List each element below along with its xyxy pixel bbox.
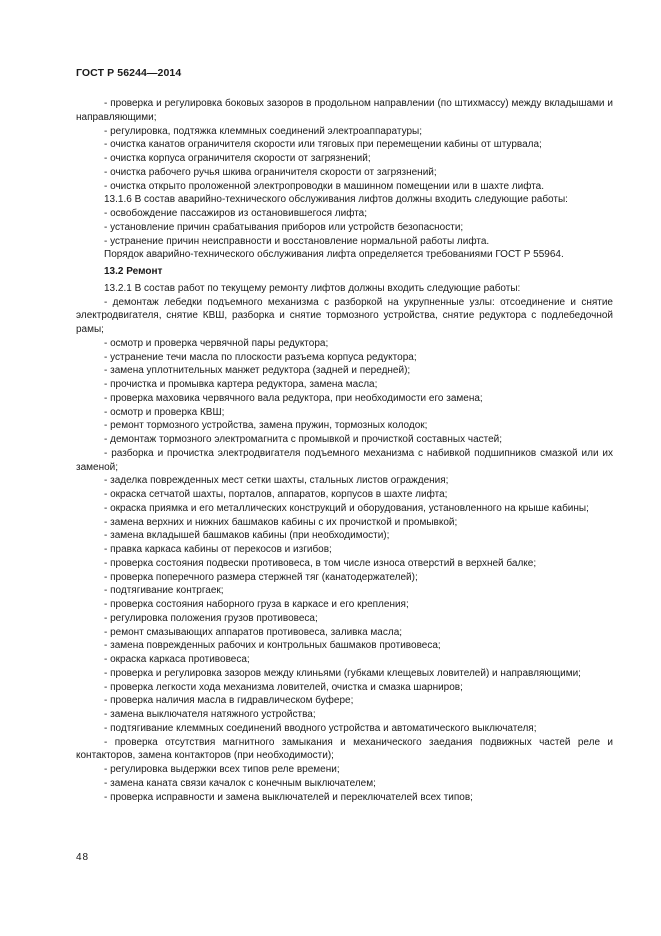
list-item: - проверка маховика червячного вала редуктора, при необходимости его замена; [104, 392, 483, 404]
list-item: - осмотр и проверка червячной пары редуктора; [104, 337, 329, 349]
list-item: - демонтаж лебедки подъемного механизма с разборкой на укрупненные узлы: отсоединение и снятие электродвигателя, снятие КВШ, разборка и снятие тормозного устройства, снятие редуктора с подлебедочной рамы; [76, 296, 613, 335]
list-item: - разборка и прочистка электродвигателя подъемного механизма с набивкой подшипников смазкой или их заменой; [76, 447, 613, 473]
clause-13-2-1: 13.2.1 В состав работ по текущему ремонту лифтов должны входить следующие работы: [104, 282, 521, 294]
body-text [76, 97, 613, 804]
list-item: - замена поврежденных рабочих и контрольных башмаков противовеса; [104, 640, 441, 652]
list-item: - установление причин срабатывания приборов или устройств безопасности; [104, 221, 464, 233]
list-item: - окраска приямка и его металлических конструкций и оборудования, установленного на крыше кабины; [104, 502, 589, 514]
paragraph: Порядок аварийно-технического обслуживания лифта определяется требованиями ГОСТ Р 55964. [104, 249, 564, 261]
page-header-standard: ГОСТ Р 56244—2014 [76, 67, 182, 79]
list-item: - проверка исправности и замена выключателей и переключателей всех типов; [104, 791, 473, 803]
list-item: - проверка поперечного размера стержней тяг (канатодержателей); [104, 571, 418, 583]
list-item: - устранение причин неисправности и восстановление нормальной работы лифта. [104, 235, 490, 247]
list-item: - очистка открыто проложенной электропроводки в машинном помещении или в шахте лифта. [104, 180, 545, 192]
list-item: - освобождение пассажиров из остановившегося лифта; [104, 208, 368, 219]
list-item: - очистка рабочего ручья шкива ограничителя скорости от загрязнений; [104, 166, 437, 178]
list-item: - проверка состояния наборного груза в каркасе и его крепления; [104, 599, 409, 610]
section-heading-13-2: 13.2 Ремонт [104, 266, 163, 277]
list-item: - замена выключателя натяжного устройства; [104, 709, 316, 720]
list-item: - проверка состояния подвески противовеса, в том числе износа отверстий в верхней балке; [104, 557, 537, 569]
list-item: - ремонт тормозного устройства, замена пружин, тормозных колодок; [104, 420, 428, 432]
list-item: - окраска каркаса противовеса; [104, 654, 250, 665]
list-item: - очистка корпуса ограничителя скорости от загрязнений; [104, 153, 371, 164]
page-number: 48 [76, 852, 90, 863]
clause-13-1-6: 13.1.6 В состав аварийно-технического обслуживания лифтов должны входить следующие работы: [104, 194, 568, 206]
list-item: - ремонт смазывающих аппаратов противовеса, заливка масла; [104, 626, 403, 638]
list-item: - проверка и регулировка зазоров между клиньями (губками клещевых ловителей) и направляющими; [104, 667, 581, 679]
list-item: - замена вкладышей башмаков кабины (при необходимости); [104, 530, 390, 542]
list-item: - прочистка и промывка картера редуктора, замена масла; [104, 379, 378, 390]
list-item: - регулировка положения грузов противовеса; [104, 612, 318, 624]
list-item: - проверка легкости хода механизма ловителей, очистка и смазка шарниров; [104, 681, 463, 693]
list-item: - подтягивание клеммных соединений вводного устройства и автоматического выключателя; [104, 722, 537, 734]
list-item: - очистка канатов ограничителя скорости или тяговых при перемещении кабины от штурвала; [104, 139, 542, 151]
list-item: - замена уплотнительных манжет редуктора (задней и передней); [104, 365, 411, 377]
list-item: - замена каната связи качалок с конечным выключателем; [104, 777, 376, 789]
list-item: - регулировка выдержки всех типов реле времени; [104, 764, 340, 775]
list-item: - подтягивание контргаек; [104, 585, 224, 597]
list-item: - устранение течи масла по плоскости разъема корпуса редуктора; [104, 351, 417, 363]
list-item: - регулировка, подтяжка клеммных соединений электроаппаратуры; [104, 125, 422, 137]
list-item: - проверка и регулировка боковых зазоров в продольном направлении (по штихмассу) между вкладышами и направляющими; [76, 98, 613, 123]
list-item: - демонтаж тормозного электромагнита с промывкой и прочисткой составных частей; [104, 434, 503, 445]
list-item: - осмотр и проверка КВШ; [104, 406, 225, 418]
list-item: - проверка отсутствия магнитного замыкания и механического заедания подвижных частей реле и контакторов, замена контакторов (при необходимости); [76, 736, 613, 762]
list-item: - проверка наличия масла в гидравлическом буфере; [104, 695, 354, 707]
list-item: - окраска сетчатой шахты, порталов, аппаратов, корпусов в шахте лифта; [104, 489, 448, 500]
list-item: - заделка поврежденных мест сетки шахты, стальных листов ограждения; [104, 475, 449, 487]
list-item: - замена верхних и нижних башмаков кабины с их прочисткой и промывкой; [104, 516, 458, 528]
list-item: - правка каркаса кабины от перекосов и изгибов; [104, 544, 332, 555]
